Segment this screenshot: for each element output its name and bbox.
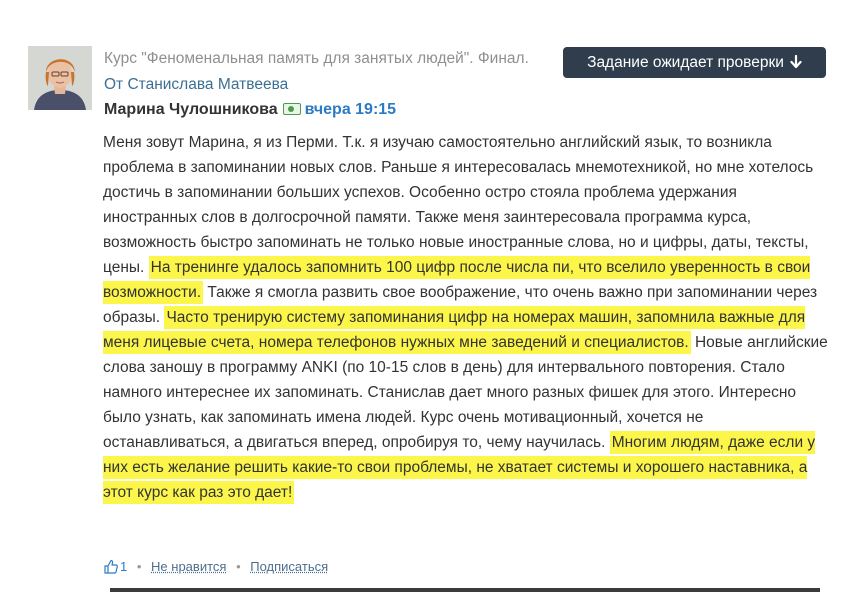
like-count: 1 xyxy=(120,559,128,574)
post-body xyxy=(103,130,833,505)
course-title[interactable]: Курс "Феноменальная память для занятых людей". Финал. xyxy=(104,50,529,67)
status-badge-label: Задание ожидает проверки xyxy=(587,54,784,71)
subscribe-link[interactable]: Подписаться xyxy=(250,559,329,574)
arrow-down-icon xyxy=(790,54,802,71)
money-icon xyxy=(283,103,301,115)
separator: • xyxy=(236,559,241,574)
highlighted-text: На тренинге удалось запомнить 100 цифр после числа пи, что вселило уверенность в свои возможности. xyxy=(103,256,810,304)
separator: • xyxy=(136,559,142,574)
highlighted-text: Многим людям, даже если у них есть желание решить какие-то свои проблемы, не хватает системы и хорошего наставника, а этот курс как раз это дает! xyxy=(103,431,815,504)
status-badge[interactable] xyxy=(563,47,826,78)
text-segment: Новые английские слова заношу в программу ANKI (по 10-15 слов в день) для интервального повторения. Стало намного интереснее их запоминать. Станислав дает много разных фишек для этого. Интересно было узнать, как запоминать имена людей. Курс очень мотивационный, хочется не останавливаться, а двигаться вперед, опробируя то, чему научилась. xyxy=(103,334,828,451)
from-author-link[interactable]: От Станислава Матвеева xyxy=(104,76,289,93)
highlighted-text: Часто тренирую систему запоминания цифр на номерах машин, запомнила важные для меня лицевые счета, номера телефонов нужных мне заведений и специалистов. xyxy=(103,306,805,354)
author-line xyxy=(104,101,396,119)
post-footer xyxy=(104,559,328,577)
thumbs-up-icon[interactable] xyxy=(104,559,118,577)
next-item-edge xyxy=(110,588,820,592)
author-name[interactable]: Марина Чулошникова xyxy=(104,101,278,118)
text-segment: Также я смогла развить свое воображение, что очень важно при запоминании через образы. xyxy=(103,284,818,326)
dislike-link[interactable]: Не нравится xyxy=(151,559,227,574)
post-time[interactable]: вчера 19:15 xyxy=(304,101,397,118)
avatar[interactable] xyxy=(28,46,92,110)
text-segment: Меня зовут Марина, я из Перми. Т.к. я изучаю самостоятельно английский язык, то возникла проблема в запоминании новых слов. Раньше я интересовалась мнемотехникой, но мне хотелось достичь в запоминании больших успехов. Особенно остро стояла проблема удержания иностранных слов в долгосрочной памяти. Также меня заинтересовала программа курса, возможность быстро запоминать не только новые иностранные слова, но и цифры, даты, тексты, цены. xyxy=(103,134,814,276)
